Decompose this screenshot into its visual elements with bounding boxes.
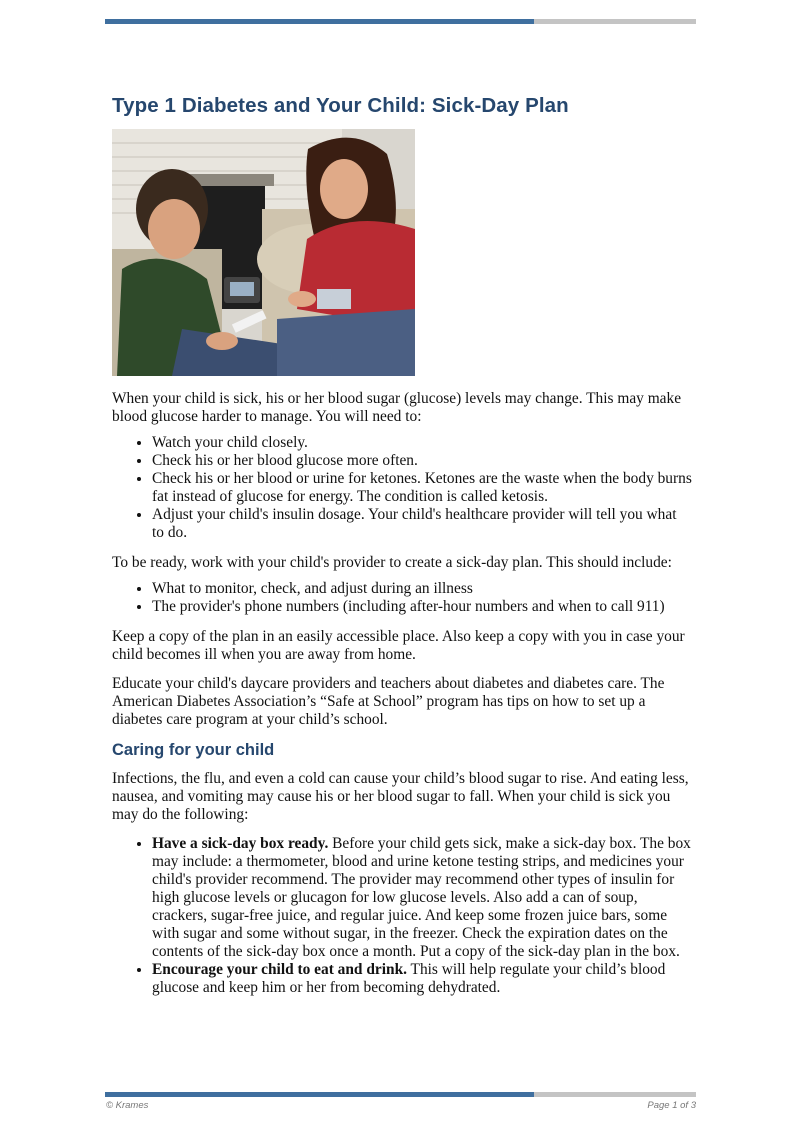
intro-paragraph: When your child is sick, his or her blood sugar (glucose) levels may change. This may make blood glucose harder to manage. You will need to: (112, 390, 682, 425)
article-body (112, 390, 692, 1009)
list-item-bold: Encourage your child to eat and drink. (152, 961, 407, 978)
list-item: • What to monitor, check, and adjust during an illness (152, 580, 692, 598)
plan-list (112, 580, 692, 616)
header-rule-gray (534, 19, 696, 24)
footer-rule-blue (105, 1092, 534, 1097)
copyright-label: © Krames (106, 1100, 149, 1111)
copy-paragraph: Keep a copy of the plan in an easily accessible place. Also keep a copy with you in case your child becomes ill when you are away from home. (112, 628, 685, 663)
caring-intro-paragraph: Infections, the flu, and even a cold can cause your child’s blood sugar to rise. And eating less, nausea, and vomiting may cause his or her blood sugar to fall. When your child is sick you may do the following: (112, 770, 689, 823)
plan-intro-paragraph: To be ready, work with your child's provider to create a sick-day plan. This should include: (112, 554, 672, 571)
list-item: • Adjust your child's insulin dosage. Your child's healthcare provider will tell you what to do. (152, 506, 692, 542)
photo-mother-and-son-checking-glucose (112, 129, 415, 376)
header-rule (105, 19, 696, 24)
list-item-text: This will help regulate your child’s blood glucose and keep him or her from becoming dehydrated. (152, 961, 666, 996)
list-item: • Check his or her blood or urine for ketones. Ketones are the waste when the body burns fat instead of glucose for energy. The condition is called ketosis. (152, 470, 692, 506)
page-number: Page 1 of 3 (647, 1100, 696, 1111)
list-item (152, 961, 692, 997)
list-item: • Watch your child closely. (152, 434, 692, 452)
educate-paragraph: Educate your child's daycare providers and teachers about diabetes and diabetes care. The American Diabetes Association’s “Safe at School” program has tips on how to set up a diabetes care program at your child’s school. (112, 675, 665, 728)
caring-heading: Caring for your child (112, 741, 275, 759)
footer-rule-gray (534, 1092, 696, 1097)
page-title: Type 1 Diabetes and Your Child: Sick-Day Plan (112, 94, 569, 117)
list-item-text: Before your child gets sick, make a sick-day box. The box may include: a thermometer, blood and urine ketone testing strips, and medicines your child's provider recommend. The provider may recommend other types of insulin for high glucose levels or glucagon for low glucose levels. Also add a can of soup, crackers, sugar-free juice, and regular juice. And keep some frozen juice bars, some with sugar and some without sugar, in the freezer. Check the expiration dates on the contents of the sick-day box once a month. Put a copy of the sick-day plan in the box. (152, 835, 691, 960)
needs-list (112, 434, 692, 542)
list-item (152, 835, 692, 961)
footer-rule (105, 1092, 696, 1097)
caring-list (112, 835, 692, 997)
header-rule-blue (105, 19, 534, 24)
list-item: • The provider's phone numbers (including after-hour numbers and when to call 911) (152, 598, 692, 616)
list-item: • Check his or her blood glucose more often. (152, 452, 692, 470)
list-item-bold: Have a sick-day box ready. (152, 835, 329, 852)
